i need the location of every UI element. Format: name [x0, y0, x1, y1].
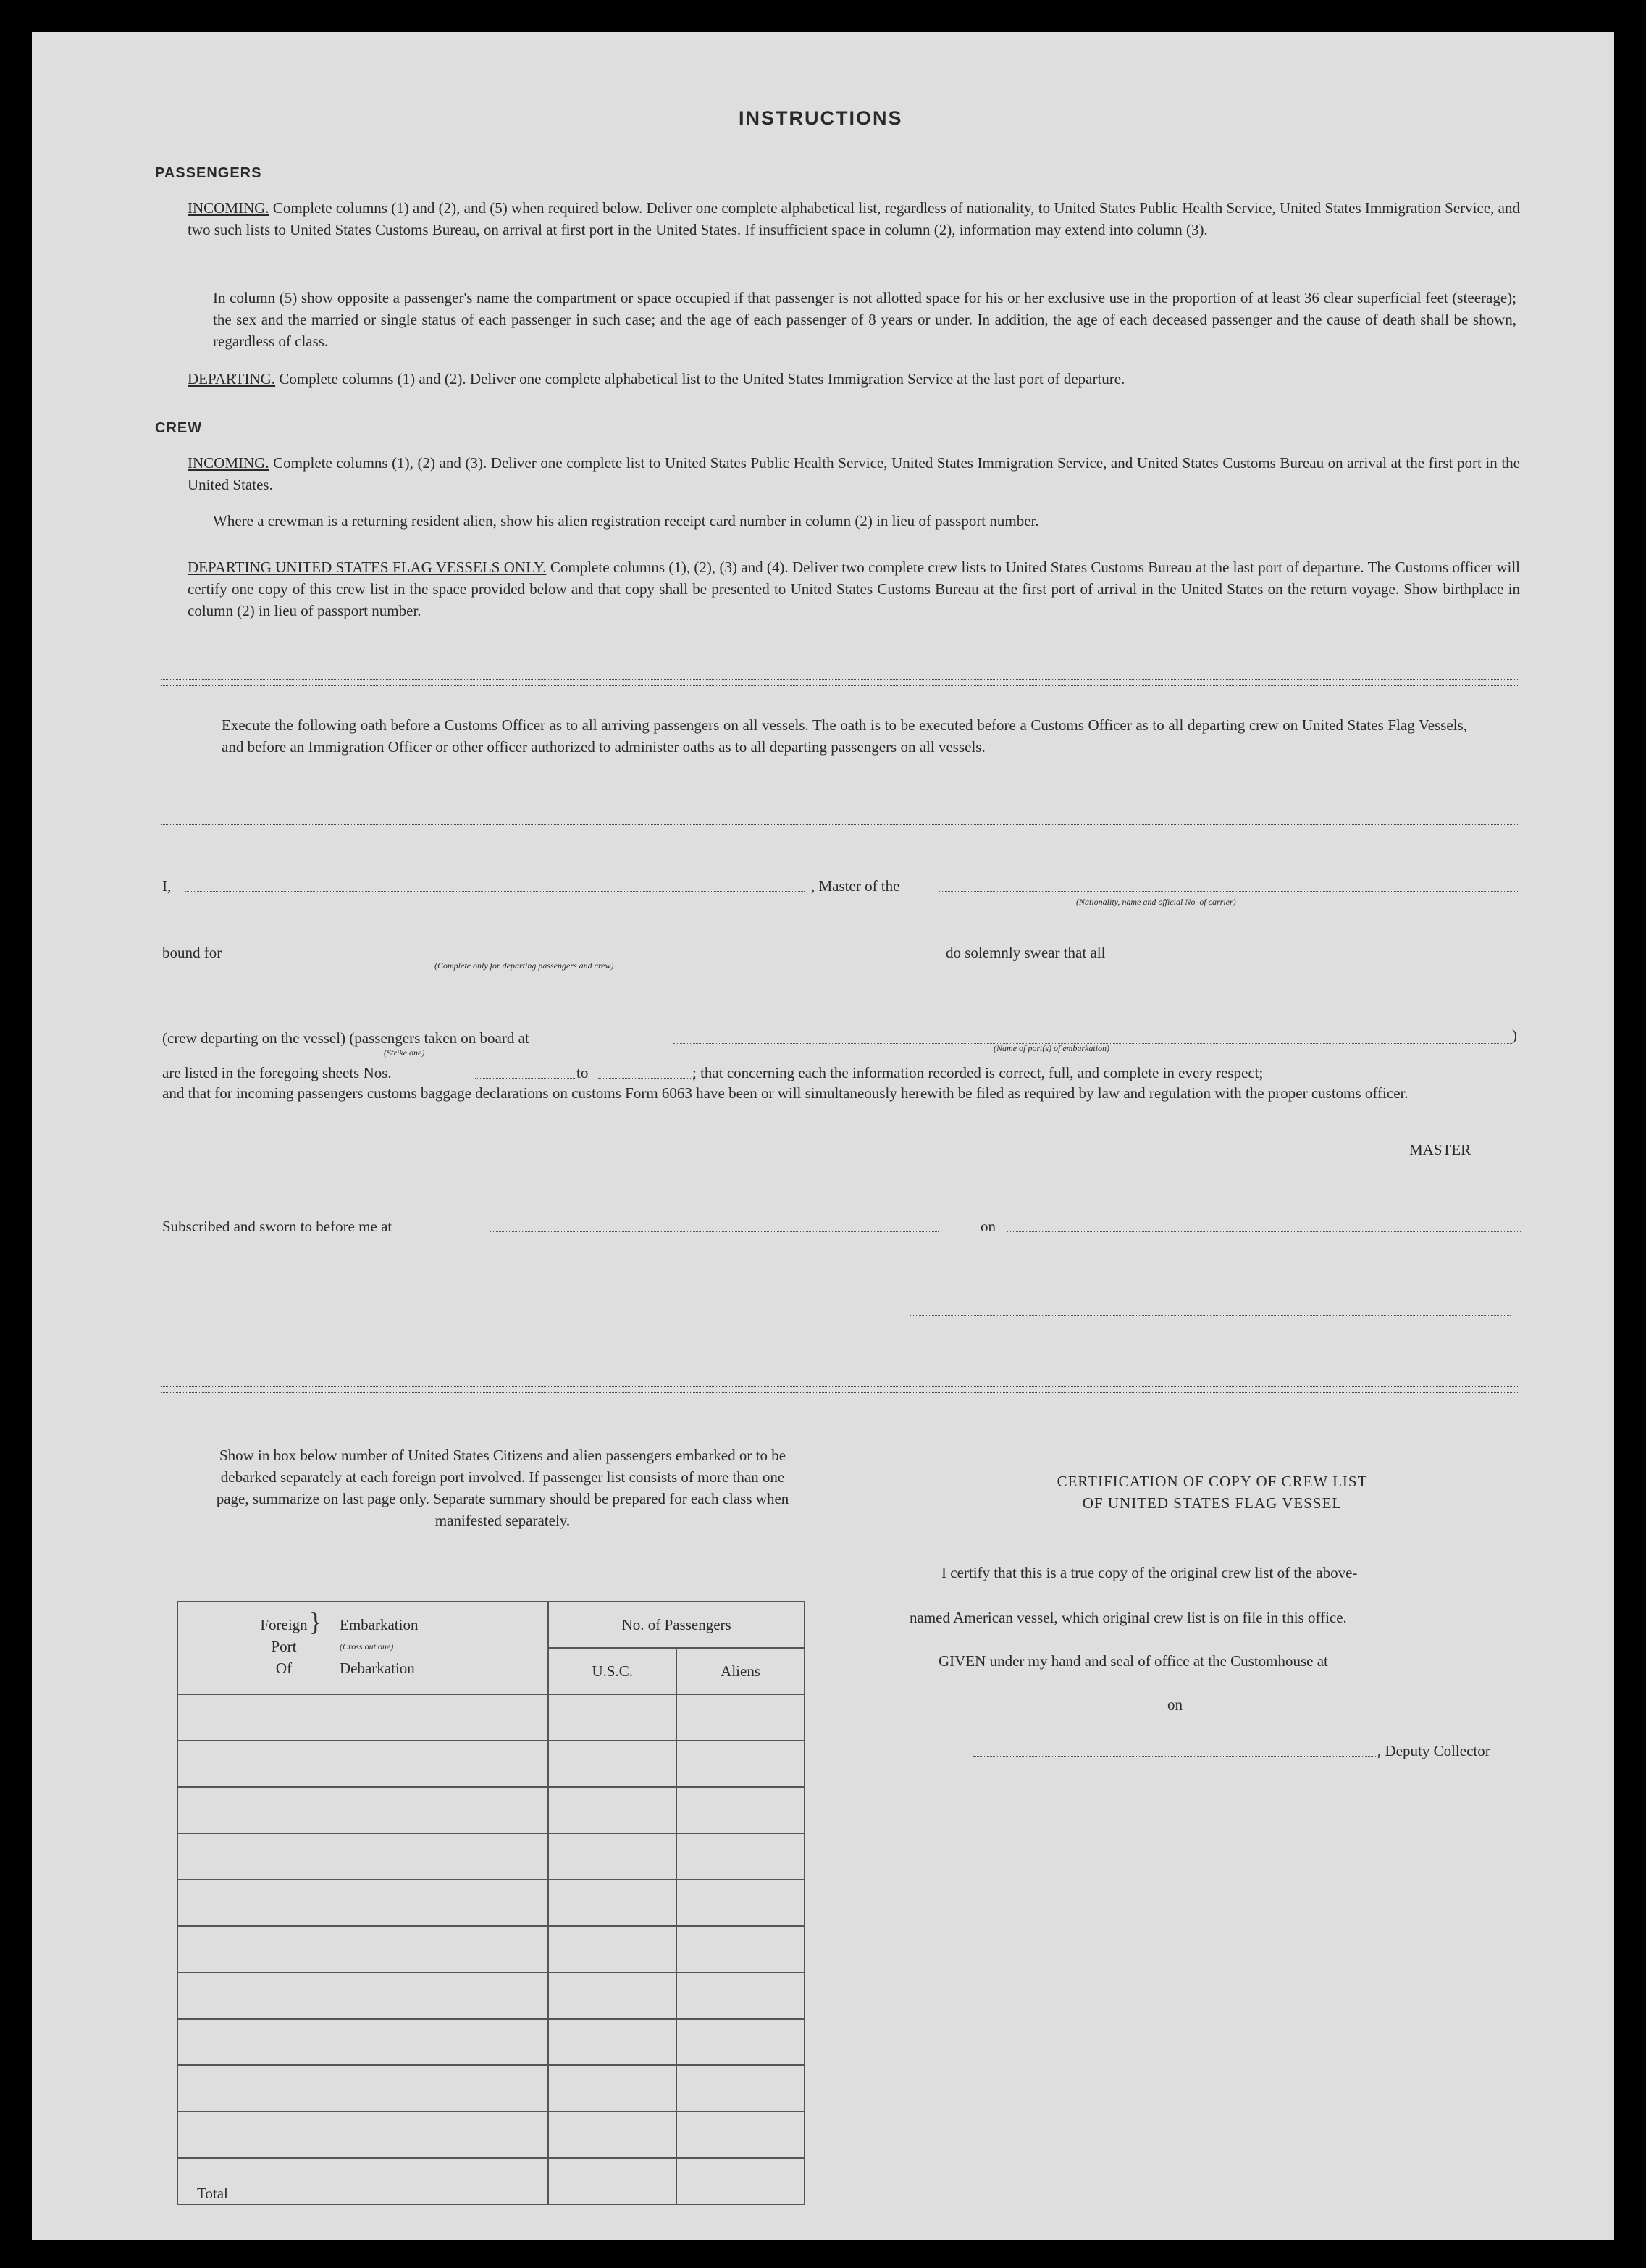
divider	[161, 819, 1519, 825]
usc-cell[interactable]	[548, 1741, 676, 1787]
embarkation-label: Embarkation	[340, 1616, 419, 1633]
crew-heading: CREW	[155, 420, 203, 436]
aliens-header: Aliens	[676, 1648, 805, 1694]
table-row	[177, 1833, 805, 1880]
bound-for-caption: (Complete only for departing passengers and crew)	[434, 961, 614, 971]
listed-in-label: are listed in the foregoing sheets Nos.	[162, 1064, 392, 1081]
foreign-label: Foreign	[260, 1616, 308, 1633]
aliens-cell[interactable]	[676, 2065, 805, 2112]
cross-out-caption: (Cross out one)	[340, 1641, 394, 1652]
passengers-departing-paragraph	[188, 368, 1520, 390]
table-row	[177, 1741, 805, 1787]
usc-cell[interactable]	[548, 1694, 676, 1741]
usc-cell[interactable]	[548, 1880, 676, 1926]
summary-instructions: Show in box below number of United States Citizens and alien passengers embarked or to be debarked separately at each foreign port involved. If passenger list consists of more than one page, summarize on last page only. Separate summary should be prepared for each class when manifested separately.	[216, 1447, 789, 1529]
no-passengers-header: No. of Passengers	[548, 1602, 805, 1648]
usc-cell[interactable]	[548, 2065, 676, 2112]
port-cell[interactable]	[177, 2065, 548, 2112]
passengers-incoming-text: Complete columns (1) and (2), and (5) when required below. Deliver one complete alphabetical list, regardless of nationality, to United States Public Health Service, United States Immigration Service, and two such lists to United States Customs Bureau, on arrival at first port in the United States. If insufficient space in column (2), information may extend into column (3).	[188, 199, 1521, 238]
certification-given: GIVEN under my hand and seal of office at the Customhouse at	[939, 1652, 1328, 1670]
total-label: Total	[177, 2158, 548, 2204]
passengers-column5-paragraph: In column (5) show opposite a passenger's name the compartment or space occupied if that passenger is not allotted space for his or her exclusive use in the proportion of at least 36 clear superficial feet (steerage); the sex and the married or single status of each passenger in such case; and the age of each passenger of 8 years or under. In addition, the age of each deceased passenger and the cause of death shall be shown, regardless of class.	[213, 289, 1516, 350]
port-cell[interactable]	[177, 2019, 548, 2065]
certification-on-label: on	[1167, 1696, 1183, 1713]
total-row	[177, 2158, 805, 2204]
certification-title-line2: OF UNITED STATES FLAG VESSEL	[1082, 1494, 1343, 1512]
crew-returning-paragraph: Where a crewman is a returning resident alien, show his alien registration receipt card number in column (2) in lieu of passport number.	[213, 512, 1039, 530]
table-row	[177, 2112, 805, 2158]
port-cell[interactable]	[177, 1972, 548, 2019]
passengers-heading: PASSENGERS	[155, 165, 262, 181]
divider	[161, 1386, 1519, 1393]
page-title: INSTRUCTIONS	[739, 107, 903, 129]
table-row	[177, 1880, 805, 1926]
officer-signature-line[interactable]	[910, 1315, 1511, 1316]
divider	[161, 679, 1519, 686]
certification-title-line1: CERTIFICATION OF COPY OF CREW LIST	[1057, 1473, 1368, 1490]
brace-icon: }	[309, 1607, 322, 1636]
subscribed-date-line[interactable]	[1007, 1231, 1521, 1232]
close-paren: )	[1512, 1026, 1517, 1044]
aliens-cell[interactable]	[676, 2019, 805, 2065]
certification-line1: I certify that this is a true copy of the original crew list of the above-	[941, 1564, 1358, 1581]
oath-intro: Execute the following oath before a Customs Officer as to all arriving passengers on all vessels. The oath is to be executed before a Customs Officer as to all departing crew on United States Flag Vessels, and before an Immigration Officer or other officer authorized to administer oaths as to all departing passengers on all vessels.	[222, 716, 1467, 756]
crew-departing-text: Complete columns (1), (2), (3) and (4). Deliver two complete crew lists to United States Customs Bureau at the last port of departure. The Customs officer will certify one copy of this crew list in the space provided below and that copy shall be presented to United States Customs Bureau at the first port of arrival in the United States on the return voyage. Show birthplace in column (2) in lieu of passport number.	[188, 558, 1521, 619]
crew-incoming-label: INCOMING.	[188, 454, 269, 472]
usc-cell[interactable]	[548, 2019, 676, 2065]
table-row	[177, 1926, 805, 1972]
usc-cell[interactable]	[548, 1787, 676, 1833]
aliens-cell[interactable]	[676, 1787, 805, 1833]
port-cell[interactable]	[177, 2112, 548, 2158]
sheet-from-line[interactable]	[475, 1078, 576, 1079]
swear-label: do solemnly swear that all	[946, 944, 1106, 961]
master-name-line[interactable]	[185, 891, 805, 892]
on-label: on	[981, 1218, 996, 1235]
passengers-departing-label: DEPARTING.	[188, 370, 276, 388]
aliens-cell[interactable]	[676, 1880, 805, 1926]
port-cell[interactable]	[177, 1833, 548, 1880]
port-cell[interactable]	[177, 1787, 548, 1833]
customs-text: and that for incoming passengers customs baggage declarations on customs Form 6063 have been or will simultaneously herewith be filed as required by law and regulation with the proper customs officer.	[162, 1084, 1408, 1102]
passenger-summary-table	[177, 1601, 805, 2205]
crew-departing-label: DEPARTING UNITED STATES FLAG VESSELS ONLY.	[188, 558, 547, 576]
aliens-cell[interactable]	[676, 1972, 805, 2019]
table-row	[177, 1972, 805, 2019]
aliens-cell[interactable]	[676, 1694, 805, 1741]
carrier-line[interactable]	[939, 891, 1518, 892]
of-label: Of	[275, 1660, 293, 1677]
port-cell[interactable]	[177, 1741, 548, 1787]
master-of-label: , Master of the	[811, 877, 900, 895]
aliens-cell[interactable]	[676, 1926, 805, 1972]
sheet-to-line[interactable]	[598, 1078, 695, 1079]
table-row	[177, 2019, 805, 2065]
port-cell[interactable]	[177, 1880, 548, 1926]
usc-cell[interactable]	[548, 1926, 676, 1972]
strike-one-caption: (Strike one)	[384, 1047, 425, 1058]
concerning-text: ; that concerning each the information recorded is correct, full, and complete in every respect;	[692, 1064, 1264, 1081]
port-label: Port	[271, 1638, 297, 1655]
debarkation-label: Debarkation	[340, 1660, 415, 1677]
usc-cell[interactable]	[548, 1833, 676, 1880]
oath-i-label: I,	[162, 877, 172, 895]
form-sheet	[32, 32, 1614, 2240]
crew-incoming-paragraph	[188, 452, 1520, 495]
usc-total-cell[interactable]	[548, 2158, 676, 2204]
usc-cell[interactable]	[548, 2112, 676, 2158]
aliens-total-cell[interactable]	[676, 2158, 805, 2204]
table-row	[177, 1787, 805, 1833]
deputy-signature-line[interactable]	[973, 1756, 1379, 1757]
crew-passengers-label: (crew departing on the vessel) (passengers taken on board at	[162, 1029, 529, 1047]
passengers-departing-text: Complete columns (1) and (2). Deliver one complete alphabetical list to the United States Immigration Service at the last port of departure.	[279, 370, 1125, 388]
deputy-collector-label: , Deputy Collector	[1377, 1742, 1490, 1759]
certification-title	[901, 1470, 1524, 1514]
bound-for-label: bound for	[162, 944, 222, 961]
master-label: MASTER	[1409, 1141, 1471, 1158]
aliens-cell[interactable]	[676, 1833, 805, 1880]
crew-departing-paragraph	[188, 556, 1520, 622]
passengers-incoming-label: INCOMING.	[188, 199, 269, 217]
usc-header: U.S.C.	[548, 1648, 676, 1694]
subscribed-label: Subscribed and sworn to before me at	[162, 1218, 392, 1235]
carrier-caption: (Nationality, name and official No. of carrier)	[1076, 897, 1236, 907]
to-label: to	[576, 1064, 589, 1081]
table-row	[177, 2065, 805, 2112]
passengers-incoming-paragraph	[188, 197, 1520, 240]
port-cell[interactable]	[177, 1926, 548, 1972]
subscribed-place-line[interactable]	[490, 1231, 939, 1232]
certification-line2: named American vessel, which original crew list is on file in this office.	[910, 1609, 1347, 1626]
usc-cell[interactable]	[548, 1972, 676, 2019]
port-header-cell	[177, 1602, 548, 1694]
crew-incoming-text: Complete columns (1), (2) and (3). Deliver one complete list to United States Public Health Service, United States Immigration Service, and United States Customs Bureau on arrival at the first port in the United States.	[188, 454, 1520, 493]
port-cell[interactable]	[177, 1694, 548, 1741]
table-row	[177, 1694, 805, 1741]
aliens-cell[interactable]	[676, 1741, 805, 1787]
port-caption: (Name of port(s) of embarkation)	[994, 1043, 1109, 1053]
aliens-cell[interactable]	[676, 2112, 805, 2158]
